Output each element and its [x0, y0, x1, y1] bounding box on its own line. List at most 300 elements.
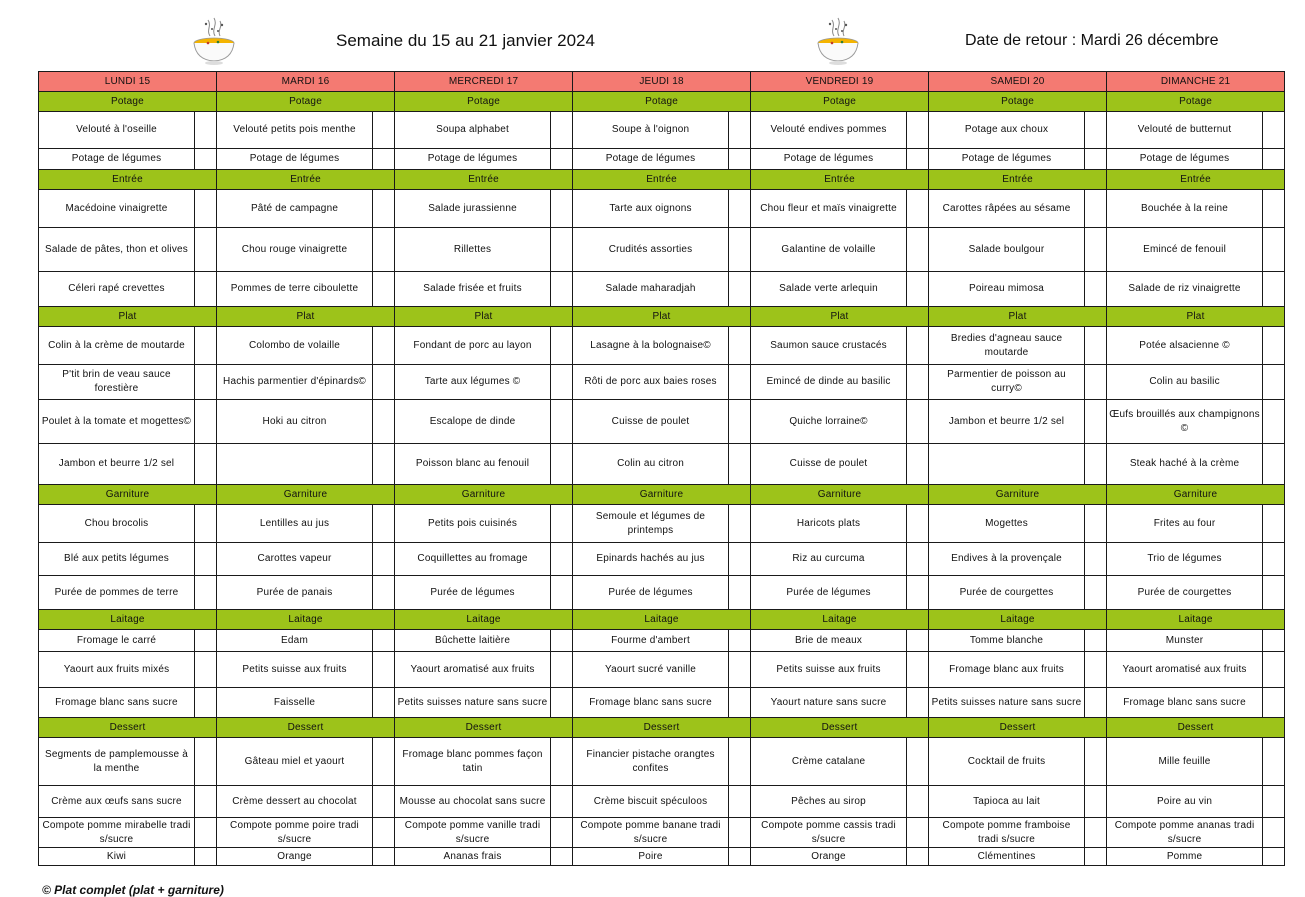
choice-checkbox[interactable]: [907, 112, 929, 149]
choice-checkbox[interactable]: [195, 112, 217, 149]
choice-checkbox[interactable]: [373, 149, 395, 170]
menu-item: Financier pistache orangtes confites: [573, 738, 729, 786]
menu-item: Semoule et légumes de printemps: [573, 505, 729, 543]
category-header: Entrée: [217, 170, 395, 190]
choice-checkbox[interactable]: [1263, 543, 1285, 576]
category-header-row: [39, 485, 1285, 505]
menu-item: Trio de légumes: [1107, 543, 1263, 576]
menu-item: Colin au basilic: [1107, 365, 1263, 400]
menu-item: Potage de légumes: [217, 149, 373, 170]
category-header: Dessert: [217, 718, 395, 738]
choice-checkbox[interactable]: [195, 652, 217, 688]
menu-item: Mogettes: [929, 505, 1085, 543]
choice-checkbox[interactable]: [907, 786, 929, 818]
choice-checkbox[interactable]: [1263, 327, 1285, 365]
menu-item: Compote pomme poire tradi s/sucre: [217, 818, 373, 848]
category-header: Entrée: [929, 170, 1107, 190]
category-header: Laitage: [929, 610, 1107, 630]
menu-item: Purée de courgettes: [929, 576, 1085, 610]
menu-row: [39, 400, 1285, 444]
choice-checkbox[interactable]: [1263, 365, 1285, 400]
category-header: Plat: [1107, 307, 1285, 327]
choice-checkbox[interactable]: [551, 848, 573, 866]
choice-checkbox[interactable]: [1085, 543, 1107, 576]
menu-item: Purée de panais: [217, 576, 373, 610]
category-header: Potage: [573, 92, 751, 112]
choice-checkbox[interactable]: [195, 444, 217, 485]
choice-checkbox[interactable]: [373, 365, 395, 400]
menu-item: Chou brocolis: [39, 505, 195, 543]
category-header: Laitage: [573, 610, 751, 630]
choice-checkbox[interactable]: [373, 505, 395, 543]
choice-checkbox[interactable]: [907, 738, 929, 786]
choice-checkbox[interactable]: [1085, 818, 1107, 848]
choice-checkbox[interactable]: [729, 112, 751, 149]
menu-item: Riz au curcuma: [751, 543, 907, 576]
category-header: Potage: [1107, 92, 1285, 112]
menu-item: Parmentier de poisson au curry©: [929, 365, 1085, 400]
menu-item: [217, 444, 373, 485]
choice-checkbox[interactable]: [907, 365, 929, 400]
menu-item: Bouchée à la reine: [1107, 190, 1263, 228]
choice-checkbox[interactable]: [907, 848, 929, 866]
choice-checkbox[interactable]: [907, 228, 929, 272]
menu-item: Gâteau miel et yaourt: [217, 738, 373, 786]
choice-checkbox[interactable]: [195, 505, 217, 543]
menu-item: Compote pomme framboise tradi s/sucre: [929, 818, 1085, 848]
choice-checkbox[interactable]: [195, 149, 217, 170]
menu-item: Salade frisée et fruits: [395, 272, 551, 307]
menu-row: [39, 444, 1285, 485]
menu-item: Colin à la crème de moutarde: [39, 327, 195, 365]
choice-checkbox[interactable]: [729, 818, 751, 848]
choice-checkbox[interactable]: [551, 652, 573, 688]
choice-checkbox[interactable]: [729, 400, 751, 444]
menu-item: Salade maharadjah: [573, 272, 729, 307]
menu-item: Orange: [751, 848, 907, 866]
menu-item: Yaourt aromatisé aux fruits: [395, 652, 551, 688]
menu-item: Escalope de dinde: [395, 400, 551, 444]
choice-checkbox[interactable]: [551, 543, 573, 576]
choice-checkbox[interactable]: [729, 738, 751, 786]
choice-checkbox[interactable]: [729, 630, 751, 652]
menu-item: Salade de riz vinaigrette: [1107, 272, 1263, 307]
choice-checkbox[interactable]: [1263, 652, 1285, 688]
menu-item: Jambon et beurre 1/2 sel: [39, 444, 195, 485]
choice-checkbox[interactable]: [907, 149, 929, 170]
menu-item: Pommes de terre ciboulette: [217, 272, 373, 307]
menu-item: Pâté de campagne: [217, 190, 373, 228]
choice-checkbox[interactable]: [1263, 149, 1285, 170]
menu-row: [39, 818, 1285, 848]
menu-item: Rôti de porc aux baies roses: [573, 365, 729, 400]
choice-checkbox[interactable]: [1085, 365, 1107, 400]
category-header: Laitage: [395, 610, 573, 630]
choice-checkbox[interactable]: [729, 228, 751, 272]
choice-checkbox[interactable]: [1085, 149, 1107, 170]
choice-checkbox[interactable]: [1263, 786, 1285, 818]
choice-checkbox[interactable]: [1263, 818, 1285, 848]
menu-item: Velouté endives pommes: [751, 112, 907, 149]
choice-checkbox[interactable]: [729, 505, 751, 543]
choice-checkbox[interactable]: [729, 149, 751, 170]
menu-item: Céleri rapé crevettes: [39, 272, 195, 307]
soup-bowl-icon: [188, 16, 240, 68]
category-header-row: [39, 610, 1285, 630]
menu-item: Compote pomme cassis tradi s/sucre: [751, 818, 907, 848]
menu-row: [39, 112, 1285, 149]
choice-checkbox[interactable]: [373, 112, 395, 149]
choice-checkbox[interactable]: [551, 688, 573, 718]
choice-checkbox[interactable]: [907, 652, 929, 688]
choice-checkbox[interactable]: [907, 505, 929, 543]
menu-item: Fromage le carré: [39, 630, 195, 652]
category-header: Dessert: [1107, 718, 1285, 738]
menu-item: Petits suisse aux fruits: [217, 652, 373, 688]
choice-checkbox[interactable]: [907, 576, 929, 610]
menu-item: Cocktail de fruits: [929, 738, 1085, 786]
choice-checkbox[interactable]: [1263, 444, 1285, 485]
category-header: Garniture: [573, 485, 751, 505]
choice-checkbox[interactable]: [1263, 630, 1285, 652]
menu-item: Fromage blanc sans sucre: [573, 688, 729, 718]
category-header: Garniture: [751, 485, 929, 505]
choice-checkbox[interactable]: [907, 543, 929, 576]
menu-item: Yaourt aux fruits mixés: [39, 652, 195, 688]
choice-checkbox[interactable]: [907, 444, 929, 485]
menu-item: Colombo de volaille: [217, 327, 373, 365]
category-header: Laitage: [217, 610, 395, 630]
category-header: Garniture: [395, 485, 573, 505]
menu-item: Bûchette laitière: [395, 630, 551, 652]
category-header: Plat: [751, 307, 929, 327]
category-header: Entrée: [1107, 170, 1285, 190]
menu-item: Coquillettes au fromage: [395, 543, 551, 576]
choice-checkbox[interactable]: [1085, 112, 1107, 149]
choice-checkbox[interactable]: [1085, 848, 1107, 866]
category-header: Plat: [39, 307, 217, 327]
category-header: Entrée: [751, 170, 929, 190]
menu-item: Poulet à la tomate et mogettes©: [39, 400, 195, 444]
choice-checkbox[interactable]: [729, 444, 751, 485]
menu-row: [39, 576, 1285, 610]
choice-checkbox[interactable]: [195, 272, 217, 307]
choice-checkbox[interactable]: [551, 365, 573, 400]
choice-checkbox[interactable]: [373, 228, 395, 272]
menu-item: Crème aux œufs sans sucre: [39, 786, 195, 818]
menu-item: Petits suisses nature sans sucre: [395, 688, 551, 718]
menu-item: Petits suisse aux fruits: [751, 652, 907, 688]
choice-checkbox[interactable]: [551, 149, 573, 170]
choice-checkbox[interactable]: [195, 365, 217, 400]
menu-item: Cuisse de poulet: [751, 444, 907, 485]
choice-checkbox[interactable]: [1263, 576, 1285, 610]
choice-checkbox[interactable]: [551, 818, 573, 848]
choice-checkbox[interactable]: [551, 576, 573, 610]
choice-checkbox[interactable]: [551, 444, 573, 485]
choice-checkbox[interactable]: [195, 738, 217, 786]
menu-item: Tapioca au lait: [929, 786, 1085, 818]
choice-checkbox[interactable]: [373, 848, 395, 866]
category-header: Laitage: [39, 610, 217, 630]
choice-checkbox[interactable]: [373, 444, 395, 485]
menu-item: Potage de légumes: [39, 149, 195, 170]
choice-checkbox[interactable]: [907, 688, 929, 718]
choice-checkbox[interactable]: [551, 400, 573, 444]
choice-checkbox[interactable]: [195, 190, 217, 228]
choice-checkbox[interactable]: [551, 786, 573, 818]
category-header-row: [39, 718, 1285, 738]
category-header: Potage: [751, 92, 929, 112]
category-header: Garniture: [217, 485, 395, 505]
menu-row: [39, 786, 1285, 818]
menu-item: Jambon et beurre 1/2 sel: [929, 400, 1085, 444]
category-header: Potage: [39, 92, 217, 112]
category-header: Garniture: [929, 485, 1107, 505]
choice-checkbox[interactable]: [729, 272, 751, 307]
menu-row: [39, 630, 1285, 652]
choice-checkbox[interactable]: [907, 818, 929, 848]
category-header: Laitage: [1107, 610, 1285, 630]
menu-item: Tarte aux oignons: [573, 190, 729, 228]
choice-checkbox[interactable]: [729, 190, 751, 228]
choice-checkbox[interactable]: [373, 688, 395, 718]
choice-checkbox[interactable]: [1085, 652, 1107, 688]
choice-checkbox[interactable]: [1085, 630, 1107, 652]
menu-item: Poire au vin: [1107, 786, 1263, 818]
choice-checkbox[interactable]: [195, 786, 217, 818]
category-header: Dessert: [39, 718, 217, 738]
page-title: Semaine du 15 au 21 janvier 2024: [336, 31, 595, 50]
choice-checkbox[interactable]: [195, 543, 217, 576]
menu-item: Orange: [217, 848, 373, 866]
menu-item: Petits suisses nature sans sucre: [929, 688, 1085, 718]
choice-checkbox[interactable]: [195, 848, 217, 866]
menu-item: Blé aux petits légumes: [39, 543, 195, 576]
menu-item: Mille feuille: [1107, 738, 1263, 786]
menu-item: Macédoine vinaigrette: [39, 190, 195, 228]
menu-item: Haricots plats: [751, 505, 907, 543]
category-header: Potage: [395, 92, 573, 112]
choice-checkbox[interactable]: [729, 652, 751, 688]
day-header: SAMEDI 20: [929, 72, 1107, 92]
choice-checkbox[interactable]: [1263, 688, 1285, 718]
menu-item: Colin au citron: [573, 444, 729, 485]
menu-item: Compote pomme banane tradi s/sucre: [573, 818, 729, 848]
choice-checkbox[interactable]: [195, 576, 217, 610]
footnote: © Plat complet (plat + garniture): [42, 883, 224, 897]
choice-checkbox[interactable]: [551, 272, 573, 307]
menu-item: Salade jurassienne: [395, 190, 551, 228]
choice-checkbox[interactable]: [373, 190, 395, 228]
menu-item: Compote pomme mirabelle tradi s/sucre: [39, 818, 195, 848]
choice-checkbox[interactable]: [195, 818, 217, 848]
choice-checkbox[interactable]: [1085, 400, 1107, 444]
category-header: Dessert: [573, 718, 751, 738]
menu-item: Yaourt aromatisé aux fruits: [1107, 652, 1263, 688]
choice-checkbox[interactable]: [1085, 444, 1107, 485]
category-header-row: [39, 170, 1285, 190]
choice-checkbox[interactable]: [373, 630, 395, 652]
menu-row: [39, 272, 1285, 307]
choice-checkbox[interactable]: [1085, 688, 1107, 718]
menu-item: Saumon sauce crustacés: [751, 327, 907, 365]
menu-item: Mousse au chocolat sans sucre: [395, 786, 551, 818]
menu-item: Segments de pamplemousse à la menthe: [39, 738, 195, 786]
choice-checkbox[interactable]: [729, 543, 751, 576]
menu-item: Lasagne à la bolognaise©: [573, 327, 729, 365]
choice-checkbox[interactable]: [551, 630, 573, 652]
menu-item: Crème biscuit spéculoos: [573, 786, 729, 818]
menu-item: Velouté petits pois menthe: [217, 112, 373, 149]
weekly-menu-table: [38, 71, 1285, 866]
choice-checkbox[interactable]: [729, 327, 751, 365]
choice-checkbox[interactable]: [907, 327, 929, 365]
choice-checkbox[interactable]: [1085, 505, 1107, 543]
choice-checkbox[interactable]: [373, 543, 395, 576]
choice-checkbox[interactable]: [373, 818, 395, 848]
choice-checkbox[interactable]: [373, 786, 395, 818]
choice-checkbox[interactable]: [195, 630, 217, 652]
choice-checkbox[interactable]: [551, 738, 573, 786]
day-header: MERCREDI 17: [395, 72, 573, 92]
menu-row: [39, 738, 1285, 786]
category-header: Entrée: [573, 170, 751, 190]
menu-row: [39, 149, 1285, 170]
choice-checkbox[interactable]: [373, 272, 395, 307]
day-header: MARDI 16: [217, 72, 395, 92]
menu-item: Quiche lorraine©: [751, 400, 907, 444]
choice-checkbox[interactable]: [729, 576, 751, 610]
choice-checkbox[interactable]: [551, 327, 573, 365]
category-header: Plat: [217, 307, 395, 327]
menu-item: Chou fleur et maïs vinaigrette: [751, 190, 907, 228]
menu-item: Edam: [217, 630, 373, 652]
category-header: Dessert: [929, 718, 1107, 738]
menu-item: Fromage blanc pommes façon tatin: [395, 738, 551, 786]
menu-item: Purée de légumes: [751, 576, 907, 610]
menu-item: Hachis parmentier d'épinards©: [217, 365, 373, 400]
category-header: Plat: [395, 307, 573, 327]
day-header: LUNDI 15: [39, 72, 217, 92]
choice-checkbox[interactable]: [373, 652, 395, 688]
menu-item: Endives à la provençale: [929, 543, 1085, 576]
choice-checkbox[interactable]: [373, 738, 395, 786]
choice-checkbox[interactable]: [551, 505, 573, 543]
choice-checkbox[interactable]: [1263, 190, 1285, 228]
menu-item: Potage de légumes: [751, 149, 907, 170]
choice-checkbox[interactable]: [1085, 738, 1107, 786]
menu-item: Fromage blanc sans sucre: [39, 688, 195, 718]
choice-checkbox[interactable]: [1263, 272, 1285, 307]
choice-checkbox[interactable]: [195, 228, 217, 272]
choice-checkbox[interactable]: [195, 327, 217, 365]
choice-checkbox[interactable]: [907, 400, 929, 444]
category-header-row: [39, 92, 1285, 112]
menu-item: Purée de légumes: [395, 576, 551, 610]
menu-item: Soupe à l'oignon: [573, 112, 729, 149]
menu-item: Tomme blanche: [929, 630, 1085, 652]
choice-checkbox[interactable]: [373, 576, 395, 610]
menu-item: Ananas frais: [395, 848, 551, 866]
menu-item: Crudités assorties: [573, 228, 729, 272]
choice-checkbox[interactable]: [1263, 400, 1285, 444]
menu-item: Purée de légumes: [573, 576, 729, 610]
choice-checkbox[interactable]: [1085, 786, 1107, 818]
soup-bowl-icon: [812, 16, 864, 68]
choice-checkbox[interactable]: [907, 190, 929, 228]
choice-checkbox[interactable]: [1263, 738, 1285, 786]
menu-item: Potage de légumes: [1107, 149, 1263, 170]
menu-item: Carottes râpées au sésame: [929, 190, 1085, 228]
category-header: Dessert: [395, 718, 573, 738]
choice-checkbox[interactable]: [729, 786, 751, 818]
choice-checkbox[interactable]: [729, 848, 751, 866]
menu-item: Fourme d'ambert: [573, 630, 729, 652]
menu-item: Compote pomme ananas tradi s/sucre: [1107, 818, 1263, 848]
menu-item: Pomme: [1107, 848, 1263, 866]
choice-checkbox[interactable]: [551, 190, 573, 228]
day-header: DIMANCHE 21: [1107, 72, 1285, 92]
day-header: JEUDI 18: [573, 72, 751, 92]
choice-checkbox[interactable]: [907, 630, 929, 652]
choice-checkbox[interactable]: [729, 365, 751, 400]
choice-checkbox[interactable]: [551, 228, 573, 272]
choice-checkbox[interactable]: [1085, 327, 1107, 365]
menu-item: Epinards hachés au jus: [573, 543, 729, 576]
category-header: Garniture: [1107, 485, 1285, 505]
menu-row: [39, 652, 1285, 688]
choice-checkbox[interactable]: [373, 400, 395, 444]
category-header: Potage: [929, 92, 1107, 112]
choice-checkbox[interactable]: [729, 688, 751, 718]
menu-row: [39, 688, 1285, 718]
menu-item: Yaourt nature sans sucre: [751, 688, 907, 718]
menu-item: Galantine de volaille: [751, 228, 907, 272]
menu-item: Yaourt sucré vanille: [573, 652, 729, 688]
choice-checkbox[interactable]: [195, 688, 217, 718]
menu-item: Fromage blanc sans sucre: [1107, 688, 1263, 718]
menu-item: Hoki au citron: [217, 400, 373, 444]
day-header-row: [39, 72, 1285, 92]
category-header: Entrée: [395, 170, 573, 190]
choice-checkbox[interactable]: [1085, 272, 1107, 307]
choice-checkbox[interactable]: [551, 112, 573, 149]
choice-checkbox[interactable]: [1263, 848, 1285, 866]
choice-checkbox[interactable]: [1263, 505, 1285, 543]
menu-item: Emincé de fenouil: [1107, 228, 1263, 272]
menu-item: Crème dessert au chocolat: [217, 786, 373, 818]
choice-checkbox[interactable]: [1085, 228, 1107, 272]
choice-checkbox[interactable]: [1263, 112, 1285, 149]
choice-checkbox[interactable]: [373, 327, 395, 365]
menu-row: [39, 228, 1285, 272]
choice-checkbox[interactable]: [1085, 576, 1107, 610]
menu-item: Compote pomme vanille tradi s/sucre: [395, 818, 551, 848]
choice-checkbox[interactable]: [907, 272, 929, 307]
menu-item: Potage de légumes: [395, 149, 551, 170]
menu-item: P'tit brin de veau sauce forestière: [39, 365, 195, 400]
choice-checkbox[interactable]: [195, 400, 217, 444]
menu-item: Steak haché à la crème: [1107, 444, 1263, 485]
menu-row: [39, 505, 1285, 543]
menu-item: Rillettes: [395, 228, 551, 272]
choice-checkbox[interactable]: [1085, 190, 1107, 228]
choice-checkbox[interactable]: [1263, 228, 1285, 272]
menu-item: Emincé de dinde au basilic: [751, 365, 907, 400]
menu-item: Fromage blanc aux fruits: [929, 652, 1085, 688]
menu-row: [39, 365, 1285, 400]
